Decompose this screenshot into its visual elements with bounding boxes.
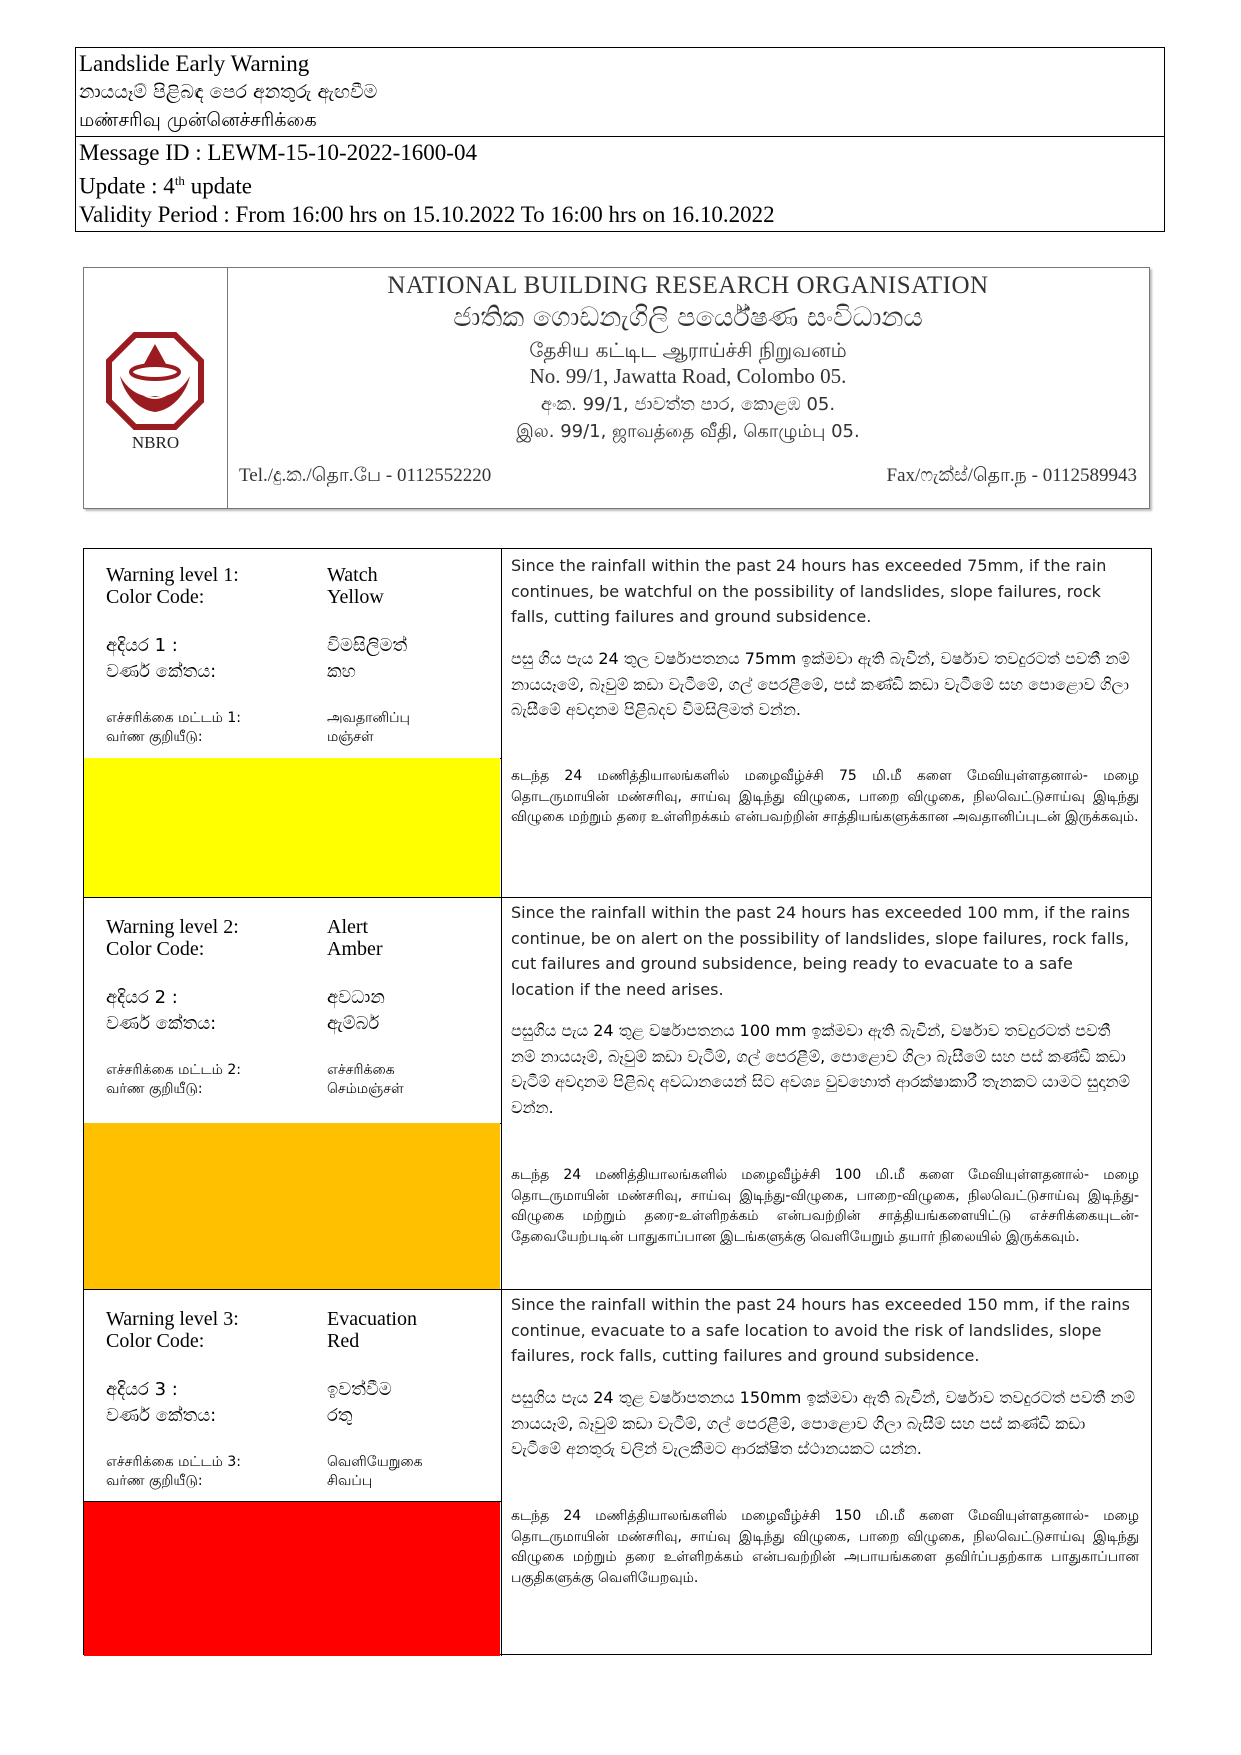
level-label-en: Warning level 2: [106,916,239,938]
code-label-en: Color Code: [106,1330,205,1352]
telephone: Tel./දු.ක./தொ.பே - 0112552220 [239,465,492,486]
level-label-ta: எச்சரிக்கை மட்டம் 3: [106,1454,242,1470]
nbro-logo-icon [106,332,204,430]
level-info-cell [84,1290,502,1656]
code-label-ta: வர்ண குறியீடு: [106,1081,203,1097]
color-swatch-red [84,1502,500,1656]
address-english: No. 99/1, Jawatta Road, Colombo 05. [529,364,847,388]
fax: Fax/ෆැක්ස්/தொ.ந - 0112589943 [886,465,1137,486]
logo-cell [84,268,228,508]
color-swatch-yellow [84,758,500,897]
description-english: Since the rainfall within the past 24 hours has exceeded 150 mm, if the rains continue, evacuate to a safe location to avoid the risk of landslides, slope failures, rock falls, cutting failures and ground subsidence. [511,1295,1130,1365]
address-sinhala: අංක. 99/1, ජාවත්ත පාර, කොළඹ 05. [540,394,836,415]
description-sinhala: පසුගිය පැය 24 තුළ වර්ෂාපතනය 100 mm ඉක්මවා ඇති බැවින්, වර්ෂාව තවදුරටත් පවතී නම් නායයෑම්, බෑවුම් කඩා වැටීම්, ගල් පෙරළීම්, පොළොව ගිලා බැසීමේ සහ පස් කණ්ඩි කඩා වැටීම් අවදානම පිළිබද අවධානයෙන් සිට අවශ්‍ය වුවහොත් ආරක්ෂාකාරී තැනකට යාමට සුදානම් වන්න. [511,1021,1131,1117]
code-label-ta: வர்ண குறியீடு: [106,729,203,745]
code-value-en: Amber [327,938,383,960]
level-description-cell [502,1290,1151,1656]
level-value-ta: வெளியேறுகை [327,1454,423,1470]
level-value-si: ඉවත්වීම [327,1379,392,1400]
level-label-en: Warning level 3: [106,1308,239,1330]
message-id: Message ID : LEWM-15-10-2022-1600-04 [79,140,477,165]
validity-period: Validity Period : From 16:00 hrs on 15.10.2022 To 16:00 hrs on 16.10.2022 [79,201,775,227]
level-labels [84,898,502,1124]
update-suffix-ordinal: th [174,173,185,188]
level-value-si: විමසිලිමත් [327,635,408,656]
description-sinhala: පසු ගිය පැය 24 තුල වර්ෂාපතනය 75mm ඉක්මවා ඇති බැවින්, වර්ෂාව තවදුරටත් පවතී නම් නායයෑමේ, බෑවුම් කඩා වැටීමේ, ගල් පෙරළීමේ, පස් කණ්ඩි කඩා වැටීමේ සහ පොළොව ගිලා බැසීමේ අවදානම පිළිබදව විමසිලිමත් වන්න. [511,649,1130,719]
description-tamil: கடந்த 24 மணித்தியாலங்களில் மழைவீழ்ச்சி 150 மி.மீ களை மேவியுள்ளதனால்- மழை தொடருமாயின் மண்சரிவு, சாய்வு இடிந்து விழுகை, பாறை விழுகை, நிலவெட்டுசாய்வு இடிந்து விழுகை மற்றும் தரை உள்ளிறக்கம் என்பவற்றின் அபாயங்களை தவிர்ப்பதற்காக பாதுகாப்பான பகுதிகளுக்கு வெளியேறவும். [511,1508,1139,1586]
code-value-si: ඇම්බර් [327,1013,380,1034]
org-name-tamil: தேசிய கட்டிட ஆராய்ச்சி நிறுவனம் [529,338,847,362]
message-meta-section [76,137,1164,231]
code-value-si: රතු [327,1405,353,1426]
code-value-ta: சிவப்பு [327,1473,373,1489]
nbro-letterhead [83,267,1150,509]
title-english: Landslide Early Warning [79,51,310,76]
logo-label: NBRO [131,433,180,452]
level-labels [84,1290,502,1502]
warning-header-box [75,47,1165,232]
title-sinhala: නායයෑම් පිළිබඳ පෙර අනතුරු ඇඟවීම [79,81,378,103]
level-value-ta: அவதானிப்பு [327,710,410,726]
level-value-en: Watch [327,564,378,586]
update-line [79,167,1164,201]
org-name-sinhala: ජාතික ගොඩනැගිලි පර්යේෂණ සංවිධානය [453,302,923,333]
level-label-ta: எச்சரிக்கை மட்டம் 2: [106,1062,242,1078]
description-english: Since the rainfall within the past 24 hours has exceeded 75mm, if the rain continues, be watchful on the possibility of landslides, slope failures, rock falls, cutting failures and ground subsidence. [511,556,1107,626]
title-section [76,48,1164,137]
description-english: Since the rainfall within the past 24 hours has exceeded 100 mm, if the rains continue, be on alert on the possibility of landslides, slope failures, rock falls, cut failures and ground subsidence, being ready to evacuate to a safe location if the need arises. [511,903,1130,999]
level-label-si: අදියර 2 : [106,987,178,1008]
level-label-ta: எச்சரிக்கை மட்டம் 1: [106,710,242,726]
code-label-si: වර්ණ කේතය: [106,1013,217,1034]
update-suffix: update [184,173,252,199]
warning-levels-table [83,548,1152,1655]
level-description-cell [502,898,1151,1290]
level-value-si: අවධාන [327,987,385,1008]
code-value-en: Red [327,1330,360,1352]
code-label-si: වර්ණ කේතය: [106,1405,217,1426]
level-description-cell [502,549,1151,898]
org-name-english: NATIONAL BUILDING RESEARCH ORGANISATION [387,272,989,299]
code-label-ta: வர்ண குறியீடு: [106,1473,203,1489]
title-tamil: மண்சரிவு முன்னெச்சரிக்கை [79,109,317,131]
description-tamil: கடந்த 24 மணித்தியாலங்களில் மழைவீழ்ச்சி 75 மி.மீ களை மேவியுள்ளதனால்- மழை தொடருமாயின் மண்சரிவு, சாய்வு இடிந்து விழுகை, பாறை விழுகை, நிலவெட்டுசாய்வு இடிந்து விழுகை மற்றும் தரை உள்ளிறக்கம் என்பவற்றின் சாத்தியங்களுக்கான அவதானிப்புடன் இருக்கவும். [511,768,1139,825]
address-tamil: இல. 99/1, ஜாவத்தை வீதி, கொழும்பு 05. [516,421,860,442]
code-value-si: කහ [327,661,356,682]
color-swatch-amber [84,1123,500,1289]
description-tamil: கடந்த 24 மணித்தியாலங்களில் மழைவீழ்ச்சி 100 மி.மீ களை மேவியுள்ளதனால்- மழை தொடருமாயின் மண்சரிவு, சாய்வு இடிந்து-விழுகை, பாறை-விழுகை, நிலவெட்டுசாய்வு இடிந்து-விழுகை மற்றும் தரை-உள்ளிறக்கம் என்பவற்றின் சாத்தியங்களையிட்டு எச்சரிக்கையுடன்- தேவையேற்படின் பாதுகாப்பான இடங்களுக்கு வெளியேறும் தயார் நிலையில் இருக்கவும். [511,1167,1139,1245]
level-label-si: අදියර 3 : [106,1379,178,1400]
level-value-en: Alert [327,916,369,938]
level-info-cell [84,898,502,1289]
update-prefix: Update : 4 [79,173,175,199]
warning-level-row [84,549,1151,898]
code-value-en: Yellow [327,586,384,608]
description-sinhala: පසුගිය පැය 24 තුළ වර්ෂාපතනය 150mm ඉක්මවා ඇති බැවින්, වර්ෂාව තවදුරටත් පවතී නම් නායයෑම්, බෑවුම් කඩා වැටීම්, ගල් පෙරළීම්, පොළොව ගිලා බැසීම් සහ පස් කණ්ඩි කඩා වැටීමේ අනතුරු වලින් වැලකීමට ආරක්ෂිත ස්ථානයකට යන්න. [511,1388,1135,1458]
code-value-ta: செம்மஞ்சள் [327,1081,404,1097]
code-label-en: Color Code: [106,586,205,608]
code-label-en: Color Code: [106,938,205,960]
warning-level-row [84,898,1151,1290]
level-value-en: Evacuation [327,1308,417,1330]
level-label-si: අදියර 1 : [106,635,178,656]
level-label-en: Warning level 1: [106,564,239,586]
level-value-ta: எச்சரிக்கை [327,1062,395,1078]
level-labels [84,549,502,759]
code-label-si: වර්ණ කේතය: [106,661,217,682]
code-value-ta: மஞ்சள் [327,729,374,745]
warning-level-row [84,1290,1151,1656]
level-info-cell [84,549,502,897]
